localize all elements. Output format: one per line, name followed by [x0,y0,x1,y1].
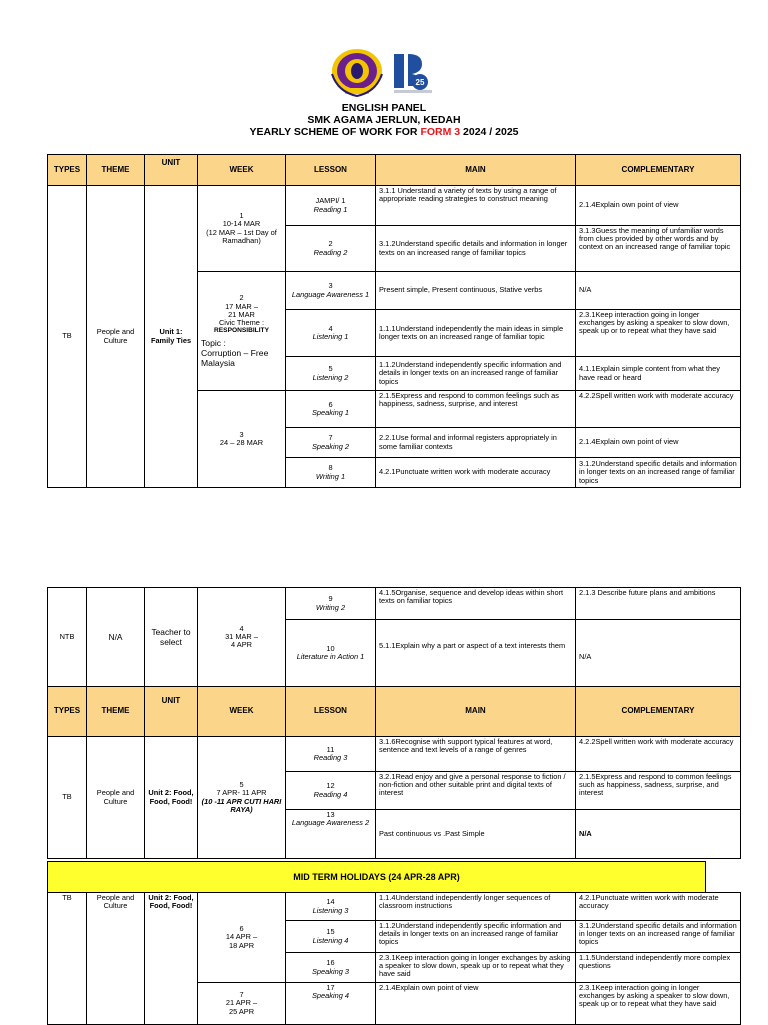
main-cell: 2.1.5Express and respond to common feelings such as happiness, sadness, surprise, and interest [376,391,576,428]
lesson-cell [286,226,376,272]
scheme-form: FORM 3 [420,126,461,138]
col-types: TYPES [48,687,87,737]
main-cell: 3.1.1 Understand a variety of texts by using a range of appropriate reading strategies to construct meaning [376,186,576,226]
unit-cell: Unit 2: Food, Food, Food! [145,737,198,859]
week-5-number: 5 [239,780,244,790]
col-week: WEEK [198,687,286,737]
lesson-cell [286,310,376,357]
week-4-end: 4 APR [231,640,252,650]
lesson-number: 6 [328,399,333,409]
comp-cell: 2.1.3 Describe future plans and ambitions [576,588,741,620]
lesson-cell [286,272,376,310]
civic-theme-label: Civic Theme : [218,318,265,328]
week-2-start: 17 MAR – [225,301,258,311]
week-1-cell [198,186,286,272]
col-theme: THEME [87,687,145,737]
type-cell: NTB [48,588,87,687]
comp-cell: 2.3.1Keep interaction going in longer exchanges by asking a speaker to slow down, speak up or to repeat what they have said [576,310,741,357]
comp-cell: 4.2.2Spell written work with moderate accuracy [576,391,741,428]
lesson-number: 4 [328,323,333,333]
week-3-number: 3 [239,429,244,439]
comp-cell: N/A [576,272,741,310]
col-complementary: COMPLEMENTARY [576,687,741,737]
unit-cell: Teacher to select [145,588,198,687]
lesson-cell [286,620,376,687]
lesson-name: Literature in Action 1 [296,652,365,661]
comp-cell: N/A [576,810,741,859]
lesson-number: 8 [328,463,333,473]
theme-cell: People and Culture [87,737,145,859]
lesson-name: Language Awareness 2 [291,818,370,828]
lesson-cell [286,458,376,488]
scheme-table-4 [47,892,741,1025]
main-cell: 4.2.1Punctuate written work with moderate accuracy [376,458,576,488]
lesson-name: Writing 2 [315,602,346,612]
col-lesson: LESSON [286,687,376,737]
topic-value: Corruption – Free Malaysia [201,347,269,368]
lesson-name: Reading 2 [313,247,348,257]
comp-cell: 3.1.3Guess the meaning of unfamiliar words from clues provided by other words and by context on an increased range of familiar topic [576,226,741,272]
theme-cell: N/A [87,588,145,687]
lesson-cell [286,921,376,953]
lesson-name: Reading 1 [313,204,348,214]
lesson-name: Reading 4 [313,789,348,799]
lesson-cell [286,953,376,983]
week-4-number: 4 [239,623,244,633]
week-2-cell [198,272,286,391]
col-types: TYPES [48,155,87,186]
lesson-name: Listening 4 [312,935,349,945]
main-cell: 2.2.1Use formal and informal registers appropriately in some familiar contexts [376,428,576,458]
col-lesson: LESSON [286,155,376,186]
comp-cell: 2.1.4Explain own point of view [576,186,741,226]
main-cell: 1.1.4Understand independently longer sequences of classroom instructions [376,893,576,921]
col-theme: THEME [87,155,145,186]
unit-cell: Unit 1: Family Ties [145,186,198,488]
civic-theme-value: RESPONSIBILITY [214,327,269,335]
main-cell: 3.2.1Read enjoy and give a personal response to fiction / non-fiction and other suitable print and digital texts of interest [376,772,576,810]
lesson-cell [286,737,376,772]
lesson-name: Listening 2 [312,372,349,382]
school-crest-icon [332,49,382,96]
comp-cell: 3.1.2Understand specific details and information in longer texts on an increased range of familiar topics [576,458,741,488]
col-unit: UNIT [145,687,198,737]
header-logos [328,44,440,100]
main-cell: 2.1.4Explain own point of view [376,983,576,1025]
lesson-number: 5 [328,364,333,374]
week-1-note: (12 MAR – 1st Day of Ramadhan) [206,227,277,245]
lesson-cell [286,772,376,810]
scheme-table-2 [47,587,741,859]
lesson-number: 7 [328,433,333,443]
week-7-start: 21 APR – [225,998,258,1008]
lesson-number: 2 [328,239,333,249]
topic-label: Topic : [201,337,226,348]
comp-cell: 3.1.2Understand specific details and information in longer texts on an increased range of familiar topics [576,921,741,953]
week-6-end: 18 APR [228,940,255,950]
week-1-dates: 10-14 MAR [222,219,261,229]
main-cell: 4.1.5Organise, sequence and develop ideas within short texts on familiar topics [376,588,576,620]
col-main: MAIN [376,687,576,737]
main-cell: 3.1.6Recognise with support typical features at word, sentence and text levels of a range of genres [376,737,576,772]
week-6-cell [198,893,286,983]
scheme-year: 2024 / 2025 [460,126,519,138]
lesson-name: Speaking 4 [312,991,349,1001]
lesson-number: 15 [326,927,335,937]
week-3-cell [198,391,286,488]
lesson-number: 16 [326,958,335,968]
logos-svg [328,44,440,100]
lesson-number: 17 [326,983,335,992]
week-7-number: 7 [239,990,244,1000]
main-cell: 1.1.2Understand independently specific information and details in longer texts on an increased range of familiar topics [376,357,576,391]
week-5-dates: 7 APR- 11 APR [216,788,267,798]
col-main: MAIN [376,155,576,186]
week-3-dates: 24 – 28 MAR [219,438,264,447]
col-week: WEEK [198,155,286,186]
main-cell: Past continuous vs .Past Simple [376,810,576,859]
comp-cell: 2.1.4Explain own point of view [576,428,741,458]
week-2-number: 2 [239,293,244,303]
lesson-name: Listening 3 [312,905,349,915]
theme-cell: People and Culture [87,893,145,1025]
comp-cell: 2.1.5Express and respond to common feelings such as happiness, sadness, surprise, and interest [576,772,741,810]
scheme-table-1 [47,154,741,488]
comp-cell: 4.2.2Spell written work with moderate accuracy [576,737,741,772]
week-1-number: 1 [239,211,244,221]
main-cell: 1.1.1Understand independently the main ideas in simple longer texts on an increased range of familiar topic [376,310,576,357]
school-title: SMK AGAMA JERLUN, KEDAH [307,114,461,126]
week-6-number: 6 [239,924,244,934]
week-4-cell [198,588,286,687]
type-cell: TB [48,186,87,488]
week-6-start: 14 APR – [225,932,258,942]
main-cell: 2.3.1Keep interaction going in longer exchanges by asking a speaker to slow down, speak up or to repeat what they have said [376,953,576,983]
main-cell: 5.1.1Explain why a part or aspect of a text interests them [376,620,576,687]
lesson-number: JAMPI/ 1 [315,196,346,206]
comp-cell: 4.1.1Explain simple content from what they have read or heard [576,357,741,391]
lesson-number: 13 [326,810,335,819]
type-cell: TB [48,893,87,1025]
lesson-number: 11 [326,744,335,754]
lesson-number: 12 [326,781,335,791]
scheme-title [0,126,768,138]
lesson-name: Reading 3 [313,753,348,762]
theme-cell: People and Culture [87,186,145,488]
comp-cell: 1.1.5Understand independently more complex questions [576,953,741,983]
lesson-cell [286,810,376,859]
badge-text: 25 [415,78,425,87]
week-5-cell [198,737,286,859]
col-complementary: COMPLEMENTARY [576,155,741,186]
comp-cell: 4.2.1Punctuate written work with moderate accuracy [576,893,741,921]
unit-cell: Unit 2: Food, Food, Food! [145,893,198,1025]
lesson-name: Language Awareness 1 [291,289,370,299]
main-cell: Present simple, Present continuous, Stative verbs [376,272,576,310]
scheme-prefix: YEARLY SCHEME OF WORK FOR [249,126,421,138]
anniversary-25-logo-icon [390,50,432,94]
lesson-cell [286,391,376,428]
lesson-cell [286,186,376,226]
week-4-start: 31 MAR – [225,631,258,641]
week-7-end: 25 APR [228,1006,255,1016]
week-5-note: (10 -11 APR CUTI HARI RAYA) [201,796,282,814]
lesson-number: 3 [328,281,333,291]
lesson-name: Speaking 1 [312,408,349,417]
lesson-number: 14 [326,897,335,907]
type-cell: TB [48,737,87,859]
lesson-cell [286,983,376,1025]
lesson-number: 10 [326,643,335,653]
lesson-cell [286,588,376,620]
lesson-name: Writing 1 [315,471,346,481]
lesson-cell [286,357,376,391]
week-2-end: 21 MAR [228,309,255,319]
main-cell: 1.1.2Understand independently specific information and details in longer texts on an increased range of familiar topics [376,921,576,953]
comp-cell: 2.3.1Keep interaction going in longer exchanges by asking a speaker to slow down, speak up or to repeat what they have said [576,983,741,1025]
week-7-cell [198,983,286,1025]
mid-term-holiday-banner: MID TERM HOLIDAYS (24 APR-28 APR) [47,861,706,893]
main-cell: 3.1.2Understand specific details and information in longer texts on an increased range of familiar topics [376,226,576,272]
lesson-name: Speaking 3 [312,966,349,976]
lesson-cell [286,893,376,921]
lesson-cell [286,428,376,458]
lesson-name: Listening 1 [312,332,349,341]
panel-title: ENGLISH PANEL [341,102,427,114]
comp-cell: N/A [576,620,741,687]
col-unit: UNIT [145,155,198,186]
lesson-number: 9 [328,594,333,604]
lesson-name: Speaking 2 [312,441,349,451]
